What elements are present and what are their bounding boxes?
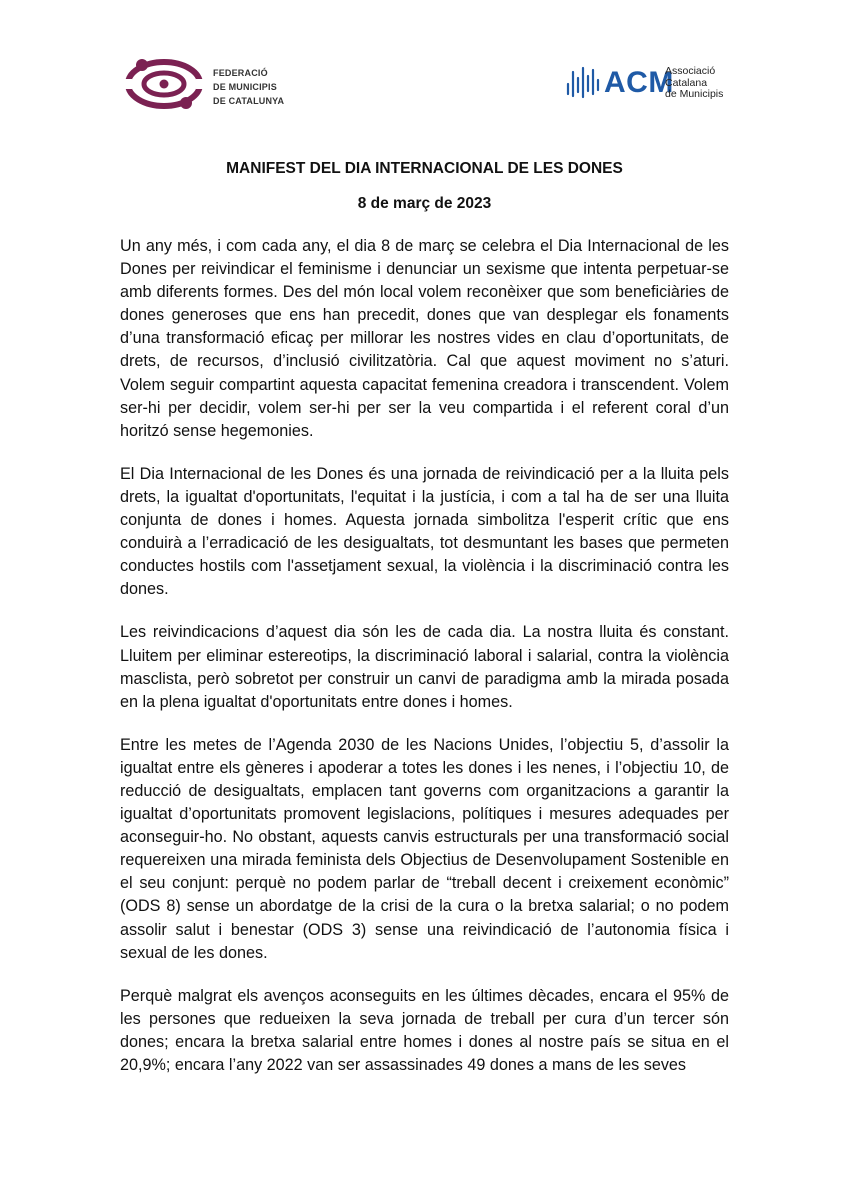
paragraph: Perquè malgrat els avenços aconseguits en les últimes dècades, encara el 95% de les persones que redueixen la seva jornada de treball per cura d’un tercer són dones; encara la bretxa salarial entre homes i dones al nostre país se situa en el 20,9%; encara l’any 2022 van ser assassinades 49 dones a mans de les seves xyxy=(120,986,729,1074)
acm-logo-sub1: Associació xyxy=(665,65,716,77)
acm-logo-sub2: Catalana xyxy=(665,76,708,89)
fmc-logo-icon xyxy=(122,55,206,111)
acm-logo-acronym: ACM xyxy=(604,66,674,99)
fmc-logo-line1: FEDERACIÓ xyxy=(213,68,268,78)
document-title: MANIFEST DEL DIA INTERNACIONAL DE LES DONES xyxy=(226,160,623,177)
acm-logo xyxy=(565,64,735,104)
paragraph: Les reivindicacions d’aquest dia són les de cada dia. La nostra lluita és constant. Lluitem per eliminar estereotips, la discriminació laboral i salarial, contra la violència masclista, però sobretot per construir un canvi de paradigma amb la mirada posada en la plena igualtat d'oportunitats entre dones i homes. xyxy=(120,623,729,711)
paragraph: Un any més, i com cada any, el dia 8 de març se celebra el Dia Internacional de les Dones per reivindicar el feminisme i denunciar un sexisme que intenta perpetuar-se amb diferents formes. Des del món local volem reconèixer que som beneficiàries de dones generoses que ens han precedit, dones que van desplegar els fonaments d’una transformació eficaç per millorar les nostres vides en clau d’oportunitats, de drets, de recursos, d’inclusió civilitzatòria. Cal que aquest moviment no s’aturi. Volem seguir compartint aquesta capacitat femenina creadora i transcendent. Volem ser-hi per decidir, volem ser-hi per ser la veu compartida i el referent coral d’un horitzó sense hegemonies. xyxy=(120,237,729,440)
fmc-logo xyxy=(122,55,285,115)
acm-logo-sub3: de Municipis xyxy=(665,88,724,100)
page-header xyxy=(0,0,849,130)
fmc-logo-line2: DE MUNICIPIS xyxy=(213,82,277,92)
document-date: 8 de març de 2023 xyxy=(357,195,492,212)
paragraph: Entre les metes de l’Agenda 2030 de les Nacions Unides, l’objectiu 5, d’assolir la igualtat entre els gèneres i apoderar a totes les dones i les nenes, i l’objectiu 10, de reducció de desigualtats, emplacen tant governs com organitzacions a garantir la igualtat d’oportunitats promovent legislacions, polítiques i mesures adequades per aconseguir-ho. No obstant, aquests canvis estructurals per una transformació social requereixen una mirada feminista dels Objectius de Desenvolupament Sostenible en el seu conjunt: perquè no podem parlar de “treball decent i creixement econòmic” (ODS 8) sense un abordatge de la crisi de la cura o la bretxa salarial; o no podem assolir salut i benestar (ODS 3) sense una reivindicació de l’autonomia física i sexual de les dones. xyxy=(120,735,729,962)
acm-logo-icon xyxy=(565,64,601,100)
acm-logo-subtitle xyxy=(665,66,723,101)
paragraph: El Dia Internacional de les Dones és una jornada de reivindicació per a la lluita pels drets, la igualtat d'oportunitats, l'equitat i la justícia, i com a tal ha de ser una lluita conjunta de dones i homes. Aquesta jornada simbolitza l'esperit crític que ens conduirà a l’erradicació de les desigualtats, tot desmuntant les bases que permeten conductes hostils com l'assetjament sexual, la violència i la discriminació contra les dones. xyxy=(120,464,729,599)
document-body xyxy=(120,235,729,1097)
fmc-logo-line3: DE CATALUNYA xyxy=(213,96,285,106)
